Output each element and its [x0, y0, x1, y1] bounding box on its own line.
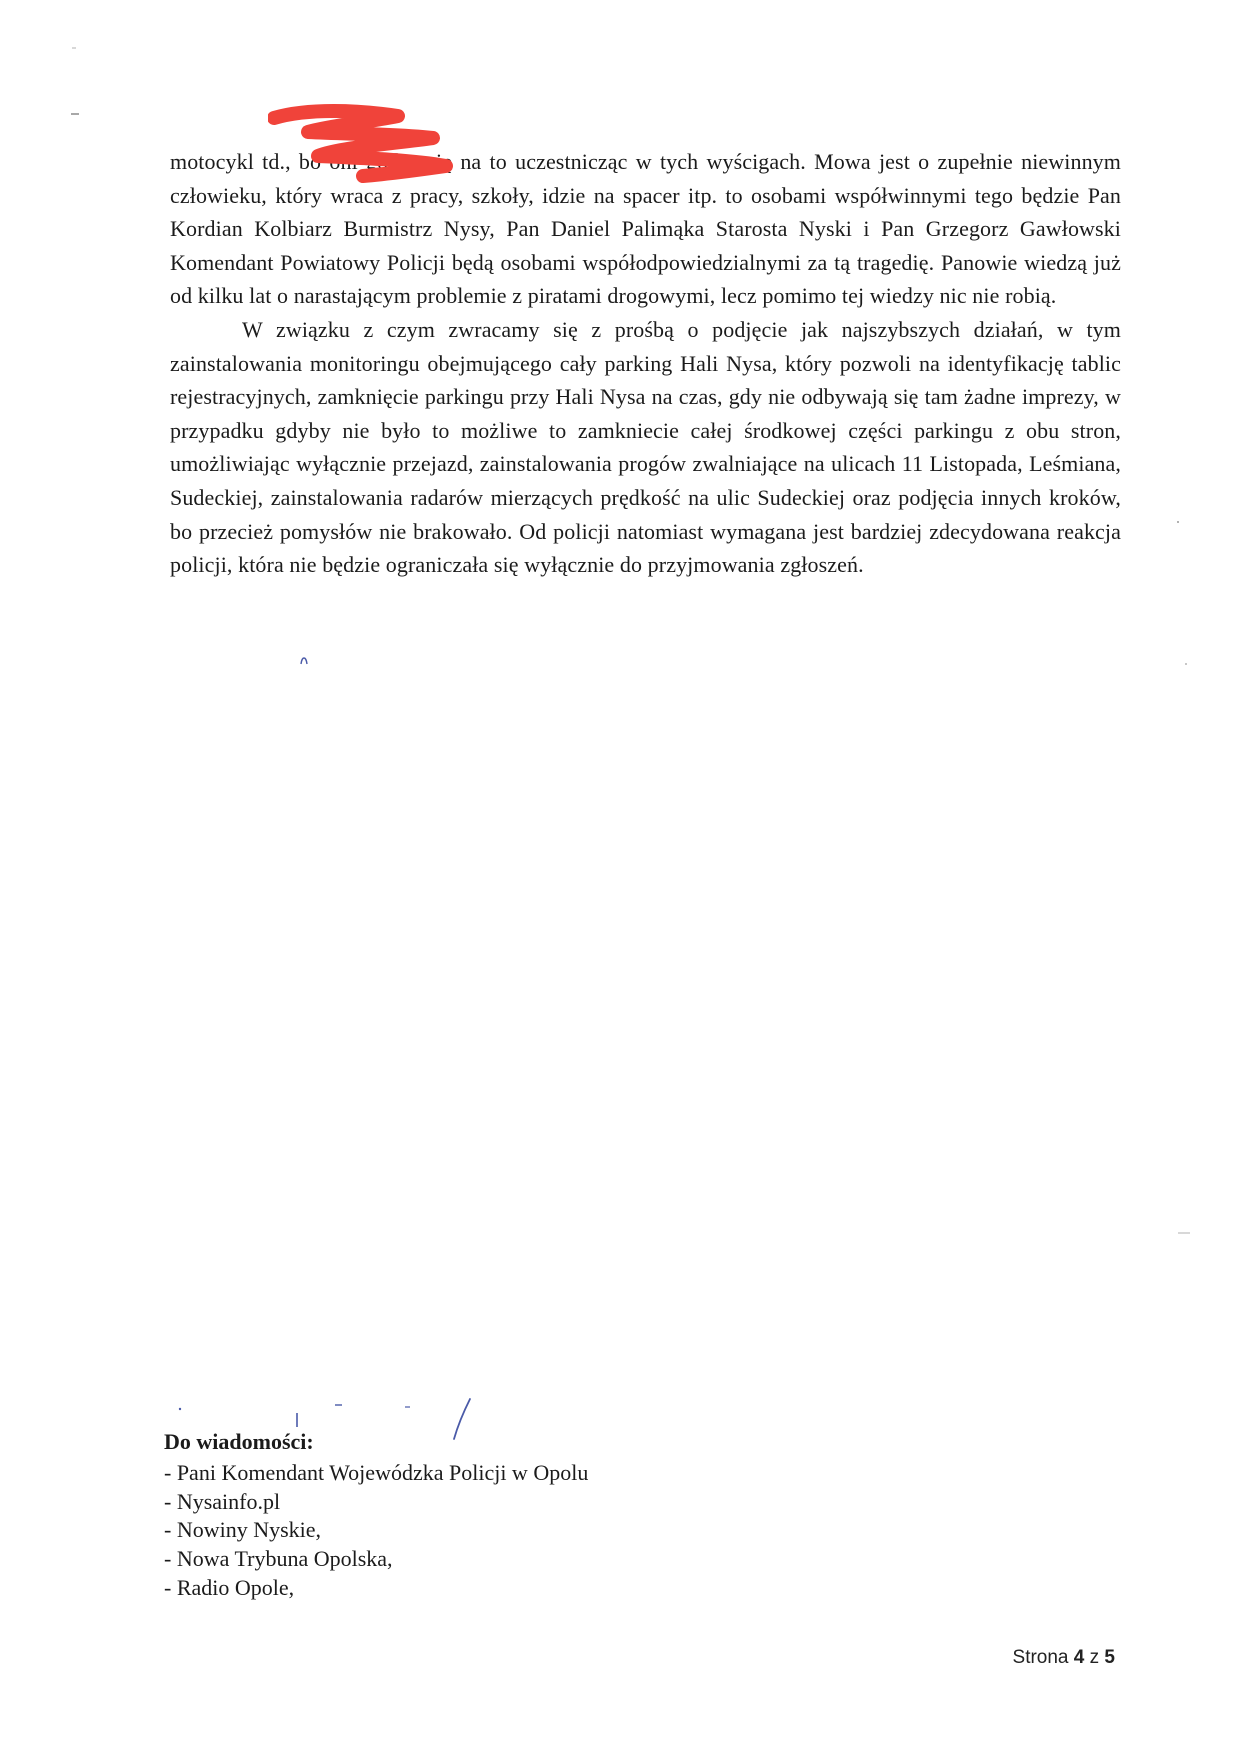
- letter-paragraph-2: W związku z czym zwracamy się z prośbą o podjęcie jak najszybszych działań, w tym zainstalowania monitoringu obejmującego cały parking Hali Nysa, który pozwoli na identyfikację tablic rejestracyjnych, zamknięcie parkingu przy Hali Nysa na czas, gdy nie odbywają się tam żadne imprezy, w przypadku gdyby nie było to możliwe to zamkniecie całej środkowej części parkingu z obu stron, umożliwiając wyłącznie przejazd, zainstalowania progów zwalniające na ulicach 11 Listopada, Leśmiana, Sudeckiej, zainstalowania radarów mierzących prędkość na ulic Sudeckiej oraz podjęcia innych kroków, bo przecież pomysłów nie brakowało. Od policji natomiast wymagana jest bardziej zdecydowana reakcja policji, która nie będzie ograniczała się wyłącznie do przyjmowania zgłoszeń.: [170, 316, 1121, 578]
- cc-item: - Pani Komendant Wojewódzka Policji w Opolu: [164, 1459, 589, 1485]
- cc-heading: Do wiadomości:: [164, 1429, 314, 1454]
- scan-speck-top-left: [70, 40, 80, 120]
- cc-item: - Nowiny Nyskie,: [164, 1517, 322, 1543]
- page-number-separator: z: [1089, 1647, 1100, 1668]
- ink-mark: [298, 652, 310, 666]
- letter-body: [170, 145, 1121, 582]
- cc-item: - Nysainfo.pl: [164, 1488, 281, 1514]
- cc-section: [164, 1428, 764, 1603]
- cc-item: - Nowa Trybuna Opolska,: [164, 1546, 393, 1572]
- cc-list: [164, 1459, 764, 1603]
- page-number-current: 4: [1073, 1647, 1085, 1668]
- scan-speck-right: [1172, 520, 1192, 1240]
- page-number-label: Strona: [1012, 1647, 1069, 1668]
- page-number: [1013, 1647, 1115, 1669]
- page-number-total: 5: [1104, 1647, 1115, 1668]
- cc-item: - Radio Opole,: [164, 1574, 295, 1600]
- letter-paragraph-1: motocykl td., bo oni godzą się na to uczestnicząc w tych wyścigach. Mowa jest o zupełnie niewinnym człowieku, który wraca z pracy, szkoły, idzie na spacer itp. to osobami współwinnymi tego będzie Pan Kordian Kolbiarz Burmistrz Nysy, Pan Daniel Palimąka Starosta Nyski i Pan Grzegorz Gawłowski Komendant Powiatowy Policji będą osobami współodpowiedzialnymi za tą tragedię. Panowie wiedzą już od kilku lat o narastającym problemie z piratami drogowymi, lecz pomimo tej wiedzy nic nie robią.: [170, 149, 1121, 309]
